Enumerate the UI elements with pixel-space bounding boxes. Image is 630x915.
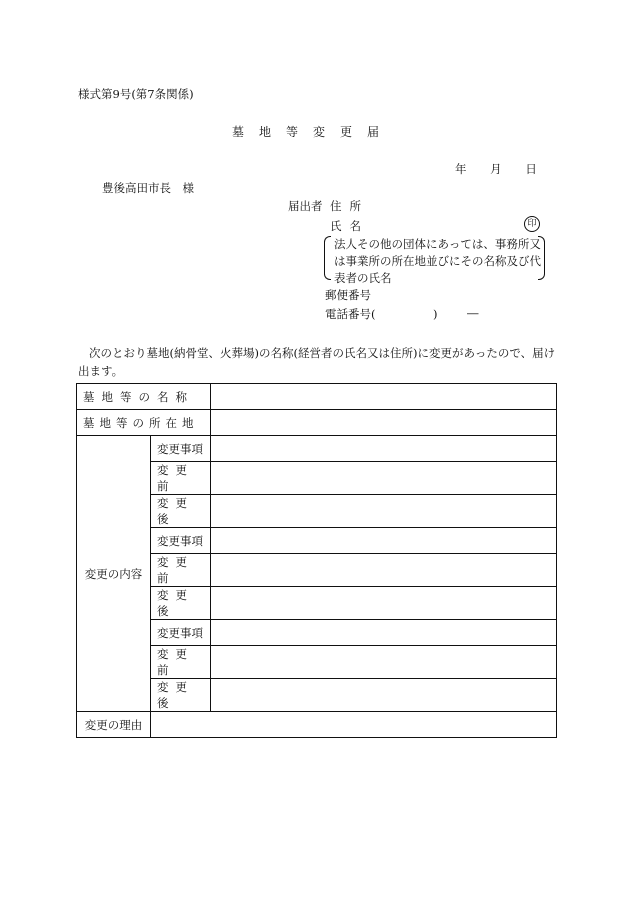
label-reason: 変更の理由 xyxy=(77,712,151,738)
applicant-label: 届出者 xyxy=(288,199,323,213)
field-change-item[interactable] xyxy=(211,436,557,462)
phone-dash: ― xyxy=(467,306,479,320)
note-bracket-left xyxy=(324,236,331,280)
label-after: 変更後 xyxy=(151,587,211,620)
label-cemetery-name: 墓地等の名称 xyxy=(77,384,211,410)
name-label: 氏名 xyxy=(330,219,369,233)
document-title: 墓地等変更届 xyxy=(232,125,395,139)
note-bracket-right xyxy=(538,236,545,280)
label-before: 変更前 xyxy=(151,462,211,495)
field-before[interactable] xyxy=(211,462,557,495)
label-change-item: 変更事項 xyxy=(151,620,211,646)
postal-code-label: 郵便番号 xyxy=(325,288,371,302)
field-after[interactable] xyxy=(211,679,557,712)
label-change-item: 変更事項 xyxy=(151,436,211,462)
label-before: 変更前 xyxy=(151,554,211,587)
table-row xyxy=(77,436,557,462)
label-before: 変更前 xyxy=(151,646,211,679)
field-after[interactable] xyxy=(211,587,557,620)
form-table xyxy=(76,383,557,738)
date-month: 月 xyxy=(490,162,502,176)
corporate-note: 法人その他の団体にあっては、事務所又は事業所の所在地並びにその名称及び代表者の氏名 xyxy=(334,237,541,285)
table-row xyxy=(77,712,557,738)
field-change-item[interactable] xyxy=(211,528,557,554)
table-row xyxy=(77,384,557,410)
label-after: 変更後 xyxy=(151,495,211,528)
label-change-content: 変更の内容 xyxy=(77,436,151,712)
field-cemetery-location[interactable] xyxy=(211,410,557,436)
phone-label: 電話番号( ) xyxy=(325,307,438,321)
label-after: 変更後 xyxy=(151,679,211,712)
field-after[interactable] xyxy=(211,495,557,528)
date-day: 日 xyxy=(525,162,537,176)
body-text: 次のとおり墓地(納骨堂、火葬場)の名称(経営者の氏名又は住所)に変更があったので、届け出ます。 xyxy=(78,346,556,378)
table-row xyxy=(77,410,557,436)
field-reason[interactable] xyxy=(151,712,557,738)
field-cemetery-name[interactable] xyxy=(211,384,557,410)
seal-mark: 印 xyxy=(524,216,540,232)
label-cemetery-location: 墓地等の所在地 xyxy=(77,410,211,436)
address-label: 住所 xyxy=(330,199,369,213)
field-change-item[interactable] xyxy=(211,620,557,646)
date-year: 年 xyxy=(455,162,467,176)
label-change-item: 変更事項 xyxy=(151,528,211,554)
field-before[interactable] xyxy=(211,646,557,679)
field-before[interactable] xyxy=(211,554,557,587)
form-number: 様式第9号(第7条関係) xyxy=(78,87,194,101)
addressee: 豊後高田市長 様 xyxy=(102,181,194,195)
date-line xyxy=(455,161,537,177)
